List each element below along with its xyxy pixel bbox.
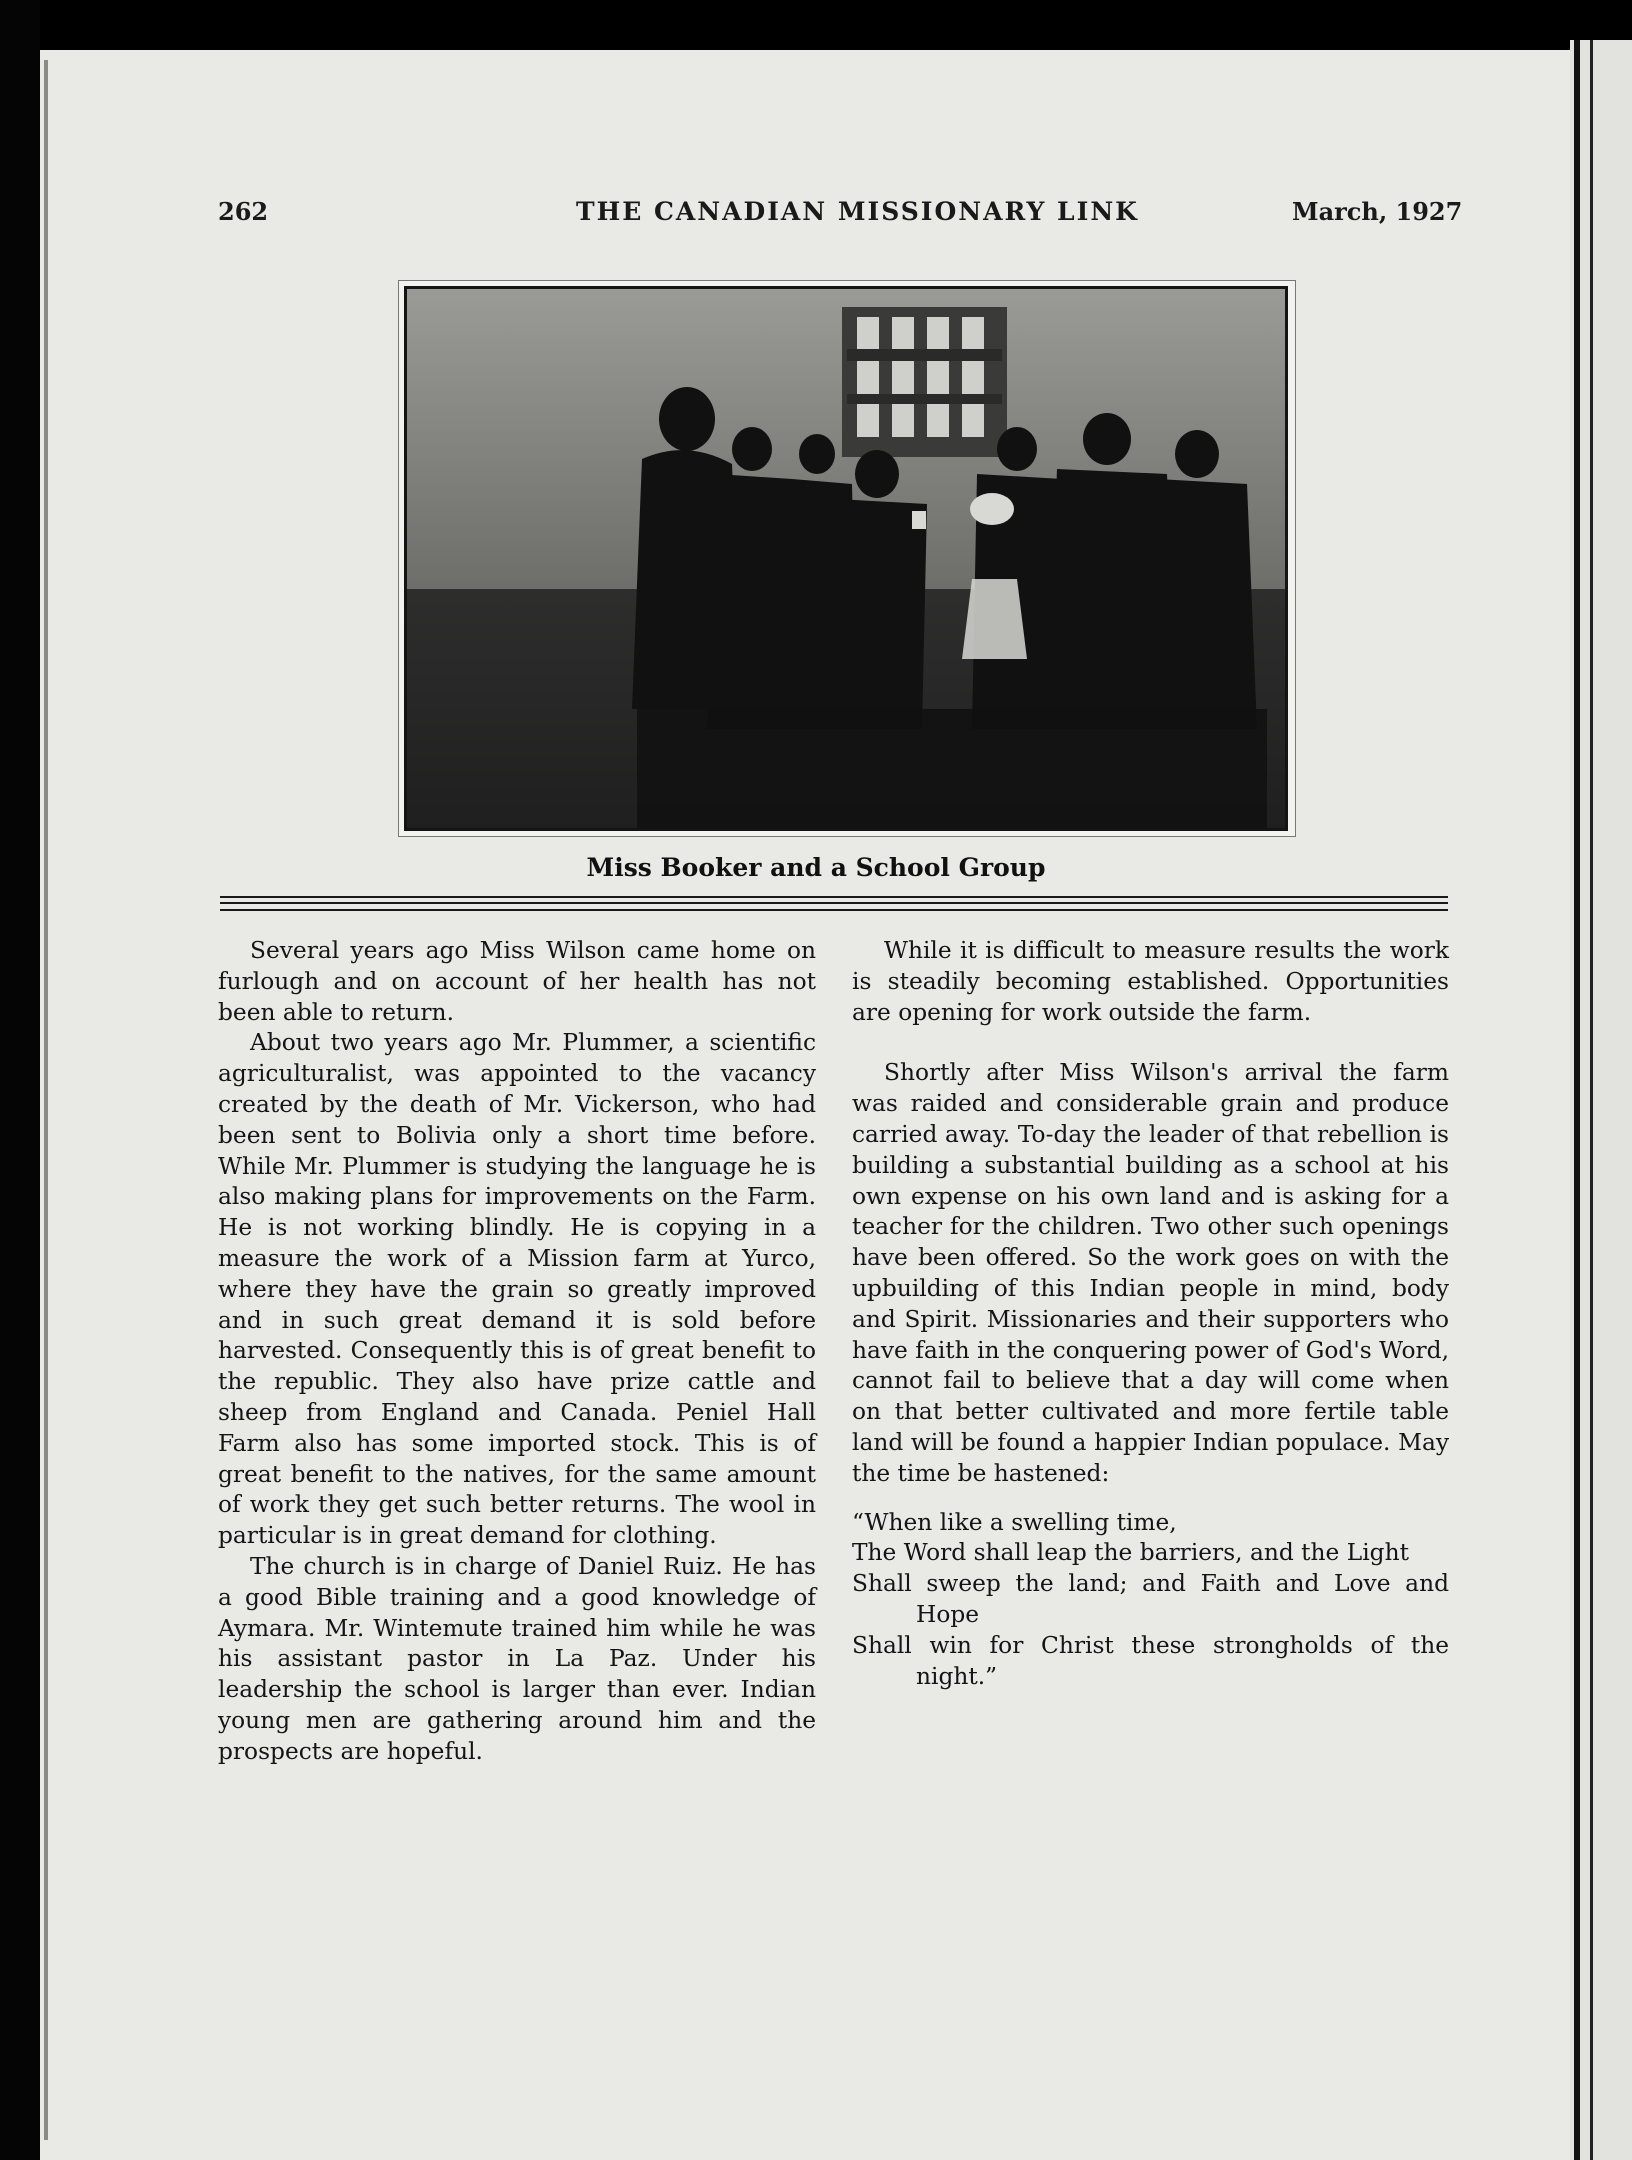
- page-number: 262: [218, 197, 269, 226]
- issue-date: March, 1927: [1292, 197, 1463, 226]
- left-column: [218, 936, 816, 1768]
- photo-window: [842, 307, 1007, 457]
- school-group-photo: [404, 286, 1288, 831]
- poem-line: Shall sweep the land; and Faith and Love and Hope: [852, 1570, 1449, 1628]
- section-rule-top: [220, 896, 1448, 898]
- photo-image: [407, 289, 1285, 828]
- closing-poem: [852, 1508, 1449, 1693]
- paragraph: Shortly after Miss Wilson's arrival the farm was raided and considerable grain and produce carried away. To-day the leader of that rebellion is building a substantial building as a school at his own expense on his own land and is asking for a teacher for the children. Two other such openings have been offered. So the work goes on with the upbuilding of this Indian people in mind, body and Spirit. Missionaries and their supporters who have faith in the conquering power of God's Word, cannot fail to believe that a day will come when on that better cultivated and more fertile table land will be found a happier Indian populace. May the time be hastened:: [852, 1059, 1449, 1487]
- paragraph: Several years ago Miss Wilson came home on furlough and on account of her health has not been able to return.: [218, 937, 816, 1026]
- poem-line: The Word shall leap the barriers, and the Light: [852, 1539, 1409, 1567]
- paragraph: The church is in charge of Daniel Ruiz. He has a good Bible training and a good knowledge of Aymara. Mr. Wintemute trained him while he was his assistant pastor in La Paz. Under his leadership the school is larger than ever. Indian young men are gathering around him and the prospects are hopeful.: [218, 1552, 816, 1765]
- poem-line: Shall win for Christ these strongholds of the night.”: [852, 1631, 1449, 1690]
- section-rule-bottom: [220, 909, 1448, 911]
- paragraph: While it is difficult to measure results the work is steadily becoming established. Opportunities are opening for work outside the farm.: [852, 937, 1449, 1026]
- scan-left-border: [0, 0, 40, 2160]
- page-gutter-line: [1574, 40, 1580, 2160]
- section-rule-middle: [220, 902, 1448, 904]
- page-binding-edge: [44, 60, 48, 2140]
- page-gutter-line-secondary: [1590, 40, 1593, 2160]
- scan-top-border: [0, 0, 1632, 48]
- running-header: [0, 197, 1632, 237]
- poem-line: “When like a swelling time,: [852, 1508, 1177, 1536]
- photo-caption: Miss Booker and a School Group: [586, 853, 1046, 882]
- journal-title: THE CANADIAN MISSIONARY LINK: [576, 197, 1139, 226]
- paragraph: About two years ago Mr. Plummer, a scientific agriculturalist, was appointed to the vacancy created by the death of Mr. Vickerson, who had been sent to Bolivia only a short time before. While Mr. Plummer is studying the language he is also making plans for improvements on the Farm. He is not working blindly. He is copying in a measure the work of a Mission farm at Yurco, where they have the grain so greatly improved and in such great demand it is sold before harvested. Consequently this is of great benefit to the republic. They also have prize cattle and sheep from England and Canada. Peniel Hall Farm also has some imported stock. This is of great benefit to the natives, for the same amount of work they get such better returns. The wool in particular is in great demand for clothing.: [218, 1029, 816, 1550]
- right-column: [852, 936, 1449, 1692]
